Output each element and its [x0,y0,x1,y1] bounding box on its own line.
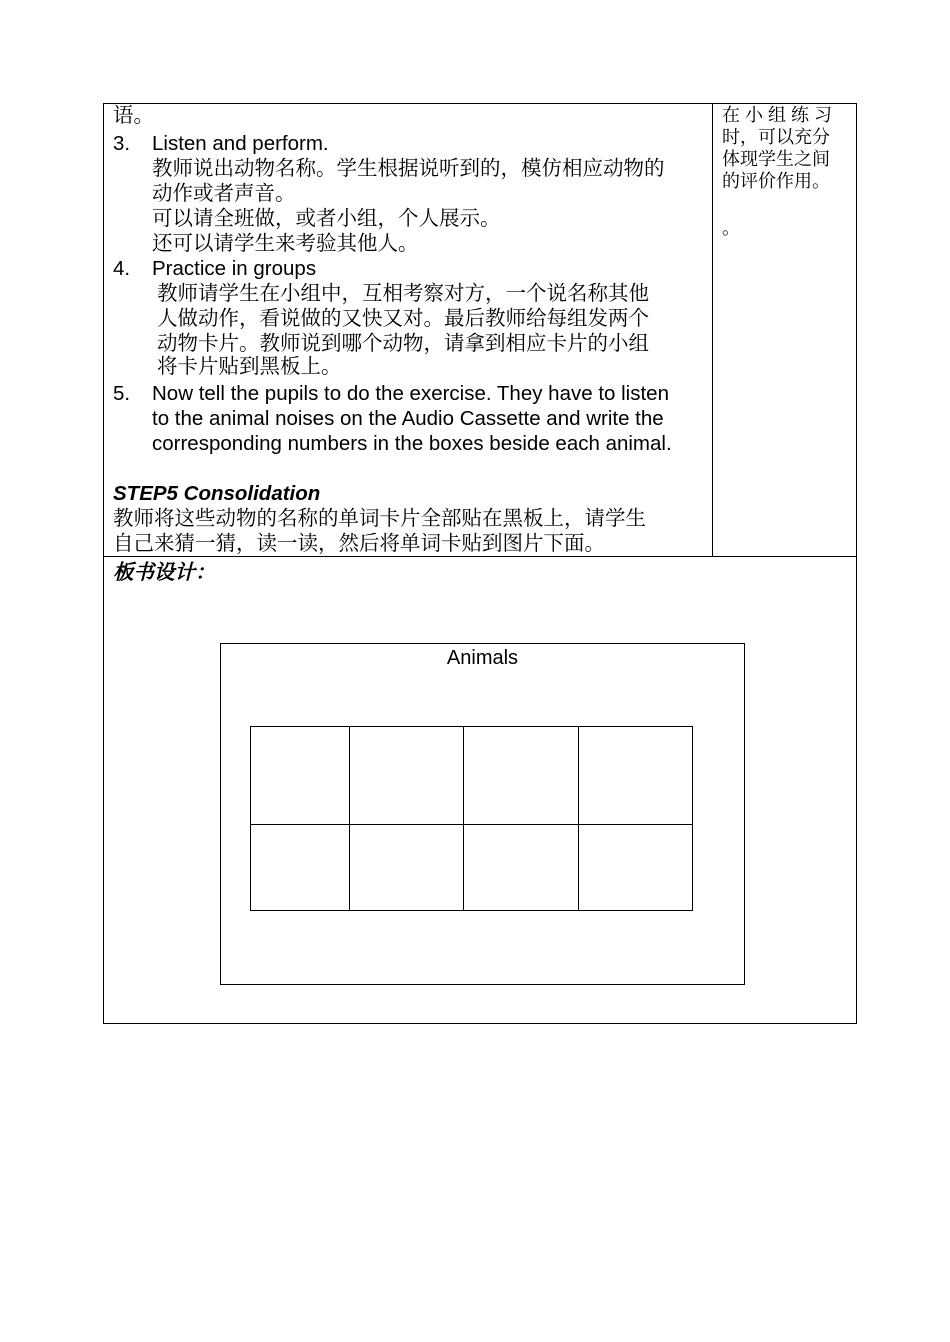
item-number: 3. [113,132,131,155]
text-line: to the animal noises on the Audio Cassette and write the [152,407,664,430]
item-number: 5. [113,382,131,405]
table-border-bottom [103,1023,857,1024]
board-design-heading: 板书设计： [113,561,216,584]
text-line: 自己来猜一猜，读一读，然后将单词卡贴到图片下面。 [113,532,605,555]
note-line: 在 小 组 练 习 [722,105,833,125]
item-heading: Listen and perform. [152,132,329,155]
row-divider [103,556,857,557]
text-line: 语。 [113,104,154,127]
board-title: Animals [446,647,519,669]
text-line: 教师请学生在小组中，互相考察对方，一个说名称其他 [157,282,649,305]
item-heading: Practice in groups [152,257,317,280]
text-line: 可以请全班做，或者小组，个人展示。 [152,207,501,230]
note-line: 的评价作用。 [722,171,830,191]
text-line: Now tell the pupils to do the exercise. They have to listen [152,382,669,405]
step-heading: STEP5 Consolidation [113,482,321,505]
grid-line [349,727,350,910]
card-grid [250,726,693,911]
item-number: 4. [113,257,131,280]
grid-line [578,727,579,910]
grid-line [463,727,464,910]
table-border-left [103,103,104,1024]
text-line: 教师说出动物名称。学生根据说听到的，模仿相应动物的 [152,157,665,180]
note-line: 体现学生之间 [722,149,830,169]
table-border-right [856,103,857,1024]
text-line: 动物卡片。教师说到哪个动物，请拿到相应卡片的小组 [157,332,649,355]
grid-line [251,824,692,825]
text-line: 将卡片贴到黑板上。 [157,355,342,378]
text-line: 还可以请学生来考验其他人。 [152,232,419,255]
note-line: 时，可以充分 [722,127,830,147]
text-line: corresponding numbers in the boxes beside each animal. [152,432,672,455]
text-line: 动作或者声音。 [152,182,296,205]
board-diagram [220,643,745,985]
column-divider [712,103,713,556]
note-line: 。 [722,218,740,238]
text-line: 人做动作，看说做的又快又对。最后教师给每组发两个 [157,307,649,330]
text-line: 教师将这些动物的名称的单词卡片全部贴在黑板上，请学生 [113,507,646,530]
